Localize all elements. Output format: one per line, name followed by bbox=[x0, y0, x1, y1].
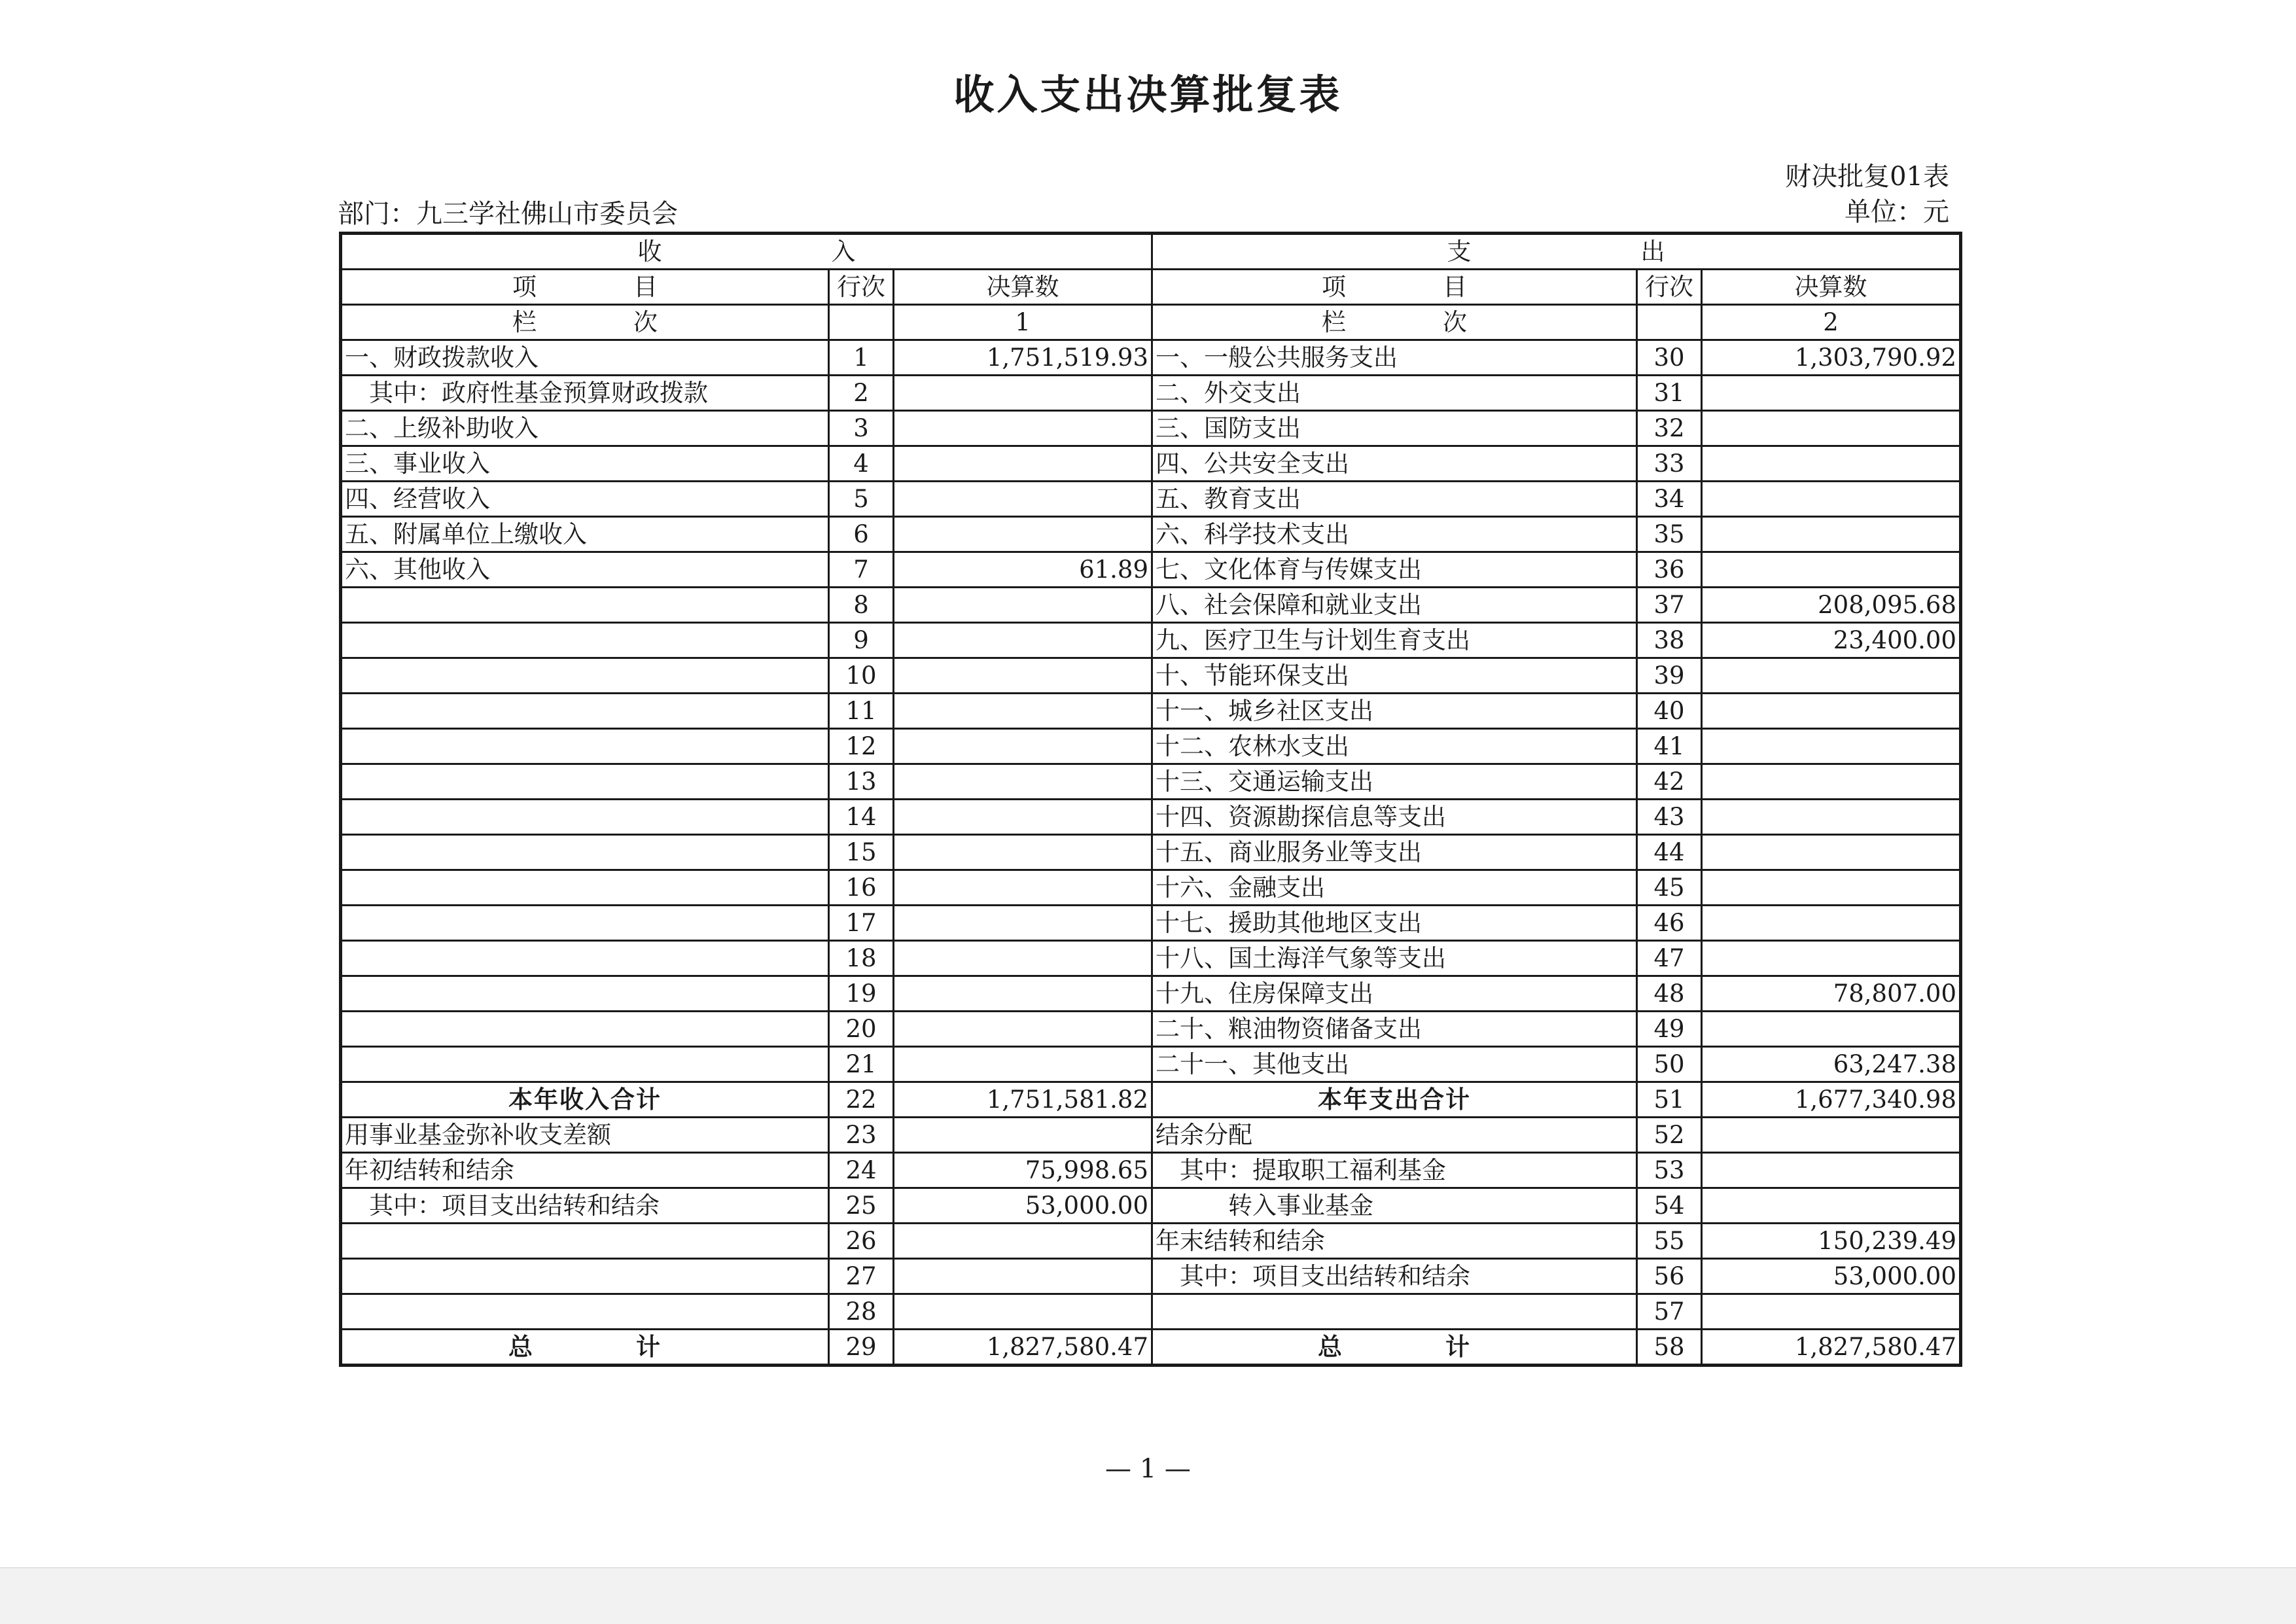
income-item-cell bbox=[341, 835, 829, 870]
income-row-number: 27 bbox=[829, 1259, 894, 1294]
income-amount-cell bbox=[894, 376, 1152, 411]
table-row bbox=[341, 482, 1961, 517]
expense-amount-cell bbox=[1702, 800, 1961, 835]
expense-seq-blank bbox=[1637, 305, 1702, 340]
expense-item-cell: 结余分配 bbox=[1152, 1118, 1637, 1153]
expense-amount-cell bbox=[1702, 729, 1961, 764]
expense-amount-cell: 53,000.00 bbox=[1702, 1259, 1961, 1294]
income-row-number: 8 bbox=[829, 588, 894, 623]
table-row bbox=[341, 1259, 1961, 1294]
income-expense-table bbox=[339, 232, 1962, 1367]
expense-row-number: 33 bbox=[1637, 446, 1702, 482]
expense-amount-cell bbox=[1702, 658, 1961, 694]
expense-row-number: 55 bbox=[1637, 1224, 1702, 1259]
expense-amount-cell bbox=[1702, 835, 1961, 870]
expense-item-cell: 转入事业基金 bbox=[1152, 1188, 1637, 1224]
income-amount-cell: 1,751,581.82 bbox=[894, 1082, 1152, 1118]
income-amount-cell: 75,998.65 bbox=[894, 1153, 1152, 1188]
income-item-cell: 总 计 bbox=[341, 1330, 829, 1366]
page-number: — 1 — bbox=[1105, 1454, 1191, 1484]
expense-amount-cell bbox=[1702, 1188, 1961, 1224]
table-row bbox=[341, 1224, 1961, 1259]
income-row-header: 行次 bbox=[829, 270, 894, 305]
expense-row-number: 45 bbox=[1637, 870, 1702, 906]
income-amount-cell bbox=[894, 1047, 1152, 1082]
expense-amount-header: 决算数 bbox=[1702, 270, 1961, 305]
income-item-cell bbox=[341, 1259, 829, 1294]
income-item-cell: 五、附属单位上缴收入 bbox=[341, 517, 829, 552]
income-amount-cell bbox=[894, 906, 1152, 941]
expense-item-cell: 二十、粮油物资储备支出 bbox=[1152, 1012, 1637, 1047]
income-item-cell bbox=[341, 1224, 829, 1259]
expense-amount-cell: 1,303,790.92 bbox=[1702, 340, 1961, 376]
income-amount-cell: 61.89 bbox=[894, 552, 1152, 588]
table-row bbox=[341, 1118, 1961, 1153]
table-row bbox=[341, 764, 1961, 800]
expense-row-number: 58 bbox=[1637, 1330, 1702, 1366]
expense-item-cell: 十七、援助其他地区支出 bbox=[1152, 906, 1637, 941]
income-item-cell bbox=[341, 623, 829, 658]
table-row bbox=[341, 1082, 1961, 1118]
expense-section-header: 支 出 bbox=[1152, 234, 1961, 270]
table-row bbox=[341, 376, 1961, 411]
income-row-number: 18 bbox=[829, 941, 894, 976]
expense-amount-cell bbox=[1702, 517, 1961, 552]
income-row-number: 2 bbox=[829, 376, 894, 411]
table-row bbox=[341, 411, 1961, 446]
income-row-number: 21 bbox=[829, 1047, 894, 1082]
table-row bbox=[341, 729, 1961, 764]
expense-row-number: 53 bbox=[1637, 1153, 1702, 1188]
income-amount-cell bbox=[894, 1224, 1152, 1259]
income-item-header: 项 目 bbox=[341, 270, 829, 305]
income-row-number: 23 bbox=[829, 1118, 894, 1153]
income-row-number: 24 bbox=[829, 1153, 894, 1188]
expense-amount-cell bbox=[1702, 446, 1961, 482]
expense-item-cell: 八、社会保障和就业支出 bbox=[1152, 588, 1637, 623]
table-row bbox=[341, 517, 1961, 552]
expense-row-number: 40 bbox=[1637, 694, 1702, 729]
income-amount-cell bbox=[894, 446, 1152, 482]
expense-amount-cell: 23,400.00 bbox=[1702, 623, 1961, 658]
expense-item-cell: 总 计 bbox=[1152, 1330, 1637, 1366]
income-row-number: 5 bbox=[829, 482, 894, 517]
income-amount-cell bbox=[894, 1259, 1152, 1294]
income-row-number: 7 bbox=[829, 552, 894, 588]
income-amount-cell bbox=[894, 870, 1152, 906]
income-item-cell bbox=[341, 1294, 829, 1330]
unit-label: 单位：元 bbox=[1845, 197, 1949, 227]
income-amount-cell bbox=[894, 729, 1152, 764]
income-row-number: 12 bbox=[829, 729, 894, 764]
expense-item-cell: 其中：项目支出结转和结余 bbox=[1152, 1259, 1637, 1294]
expense-row-number: 51 bbox=[1637, 1082, 1702, 1118]
income-item-cell: 用事业基金弥补收支差额 bbox=[341, 1118, 829, 1153]
expense-amount-cell bbox=[1702, 411, 1961, 446]
expense-item-cell: 五、教育支出 bbox=[1152, 482, 1637, 517]
expense-item-cell: 六、科学技术支出 bbox=[1152, 517, 1637, 552]
expense-item-cell: 四、公共安全支出 bbox=[1152, 446, 1637, 482]
expense-row-number: 52 bbox=[1637, 1118, 1702, 1153]
income-row-number: 9 bbox=[829, 623, 894, 658]
expense-item-cell: 十、节能环保支出 bbox=[1152, 658, 1637, 694]
expense-row-number: 56 bbox=[1637, 1259, 1702, 1294]
income-section-header: 收 入 bbox=[341, 234, 1152, 270]
income-item-cell bbox=[341, 976, 829, 1012]
income-seq-blank bbox=[829, 305, 894, 340]
section-header-row bbox=[341, 234, 1961, 270]
table-row bbox=[341, 870, 1961, 906]
expense-row-number: 30 bbox=[1637, 340, 1702, 376]
expense-item-cell: 七、文化体育与传媒支出 bbox=[1152, 552, 1637, 588]
expense-item-cell: 十四、资源勘探信息等支出 bbox=[1152, 800, 1637, 835]
expense-amount-cell bbox=[1702, 941, 1961, 976]
income-row-number: 20 bbox=[829, 1012, 894, 1047]
income-amount-cell: 53,000.00 bbox=[894, 1188, 1152, 1224]
table-row bbox=[341, 941, 1961, 976]
expense-amount-cell bbox=[1702, 1294, 1961, 1330]
income-row-number: 6 bbox=[829, 517, 894, 552]
income-amount-cell bbox=[894, 1012, 1152, 1047]
expense-row-number: 35 bbox=[1637, 517, 1702, 552]
table-row bbox=[341, 1047, 1961, 1082]
expense-row-number: 39 bbox=[1637, 658, 1702, 694]
income-amount-cell bbox=[894, 976, 1152, 1012]
income-item-cell: 一、财政拨款收入 bbox=[341, 340, 829, 376]
income-item-cell: 本年收入合计 bbox=[341, 1082, 829, 1118]
expense-amount-cell: 63,247.38 bbox=[1702, 1047, 1961, 1082]
expense-amount-cell: 1,827,580.47 bbox=[1702, 1330, 1961, 1366]
table-row bbox=[341, 658, 1961, 694]
income-item-cell bbox=[341, 800, 829, 835]
expense-item-cell: 本年支出合计 bbox=[1152, 1082, 1637, 1118]
expense-row-number: 34 bbox=[1637, 482, 1702, 517]
table-row bbox=[341, 446, 1961, 482]
expense-item-cell: 十二、农林水支出 bbox=[1152, 729, 1637, 764]
income-amount-cell bbox=[894, 800, 1152, 835]
expense-row-number: 37 bbox=[1637, 588, 1702, 623]
income-item-cell bbox=[341, 694, 829, 729]
expense-item-cell: 十三、交通运输支出 bbox=[1152, 764, 1637, 800]
expense-amount-cell bbox=[1702, 906, 1961, 941]
income-row-number: 26 bbox=[829, 1224, 894, 1259]
income-row-number: 10 bbox=[829, 658, 894, 694]
table-row bbox=[341, 694, 1961, 729]
table-row bbox=[341, 906, 1961, 941]
income-row-number: 15 bbox=[829, 835, 894, 870]
income-item-cell: 二、上级补助收入 bbox=[341, 411, 829, 446]
expense-item-header: 项 目 bbox=[1152, 270, 1637, 305]
expense-item-cell: 一、一般公共服务支出 bbox=[1152, 340, 1637, 376]
income-amount-cell bbox=[894, 588, 1152, 623]
expense-row-number: 57 bbox=[1637, 1294, 1702, 1330]
expense-item-cell: 年末结转和结余 bbox=[1152, 1224, 1637, 1259]
expense-amount-cell: 1,677,340.98 bbox=[1702, 1082, 1961, 1118]
column-header-row bbox=[341, 270, 1961, 305]
income-item-cell bbox=[341, 729, 829, 764]
income-item-cell bbox=[341, 1012, 829, 1047]
expense-row-number: 46 bbox=[1637, 906, 1702, 941]
expense-amount-cell bbox=[1702, 1118, 1961, 1153]
income-item-cell bbox=[341, 764, 829, 800]
income-amount-cell bbox=[894, 517, 1152, 552]
table-row bbox=[341, 623, 1961, 658]
income-item-cell bbox=[341, 1047, 829, 1082]
expense-amount-cell bbox=[1702, 764, 1961, 800]
expense-amount-cell bbox=[1702, 1012, 1961, 1047]
table-row bbox=[341, 1294, 1961, 1330]
table-row bbox=[341, 1012, 1961, 1047]
income-item-cell bbox=[341, 870, 829, 906]
income-item-cell: 其中：政府性基金预算财政拨款 bbox=[341, 376, 829, 411]
income-item-cell bbox=[341, 941, 829, 976]
income-amount-cell bbox=[894, 764, 1152, 800]
table-row bbox=[341, 800, 1961, 835]
income-row-number: 19 bbox=[829, 976, 894, 1012]
income-row-number: 17 bbox=[829, 906, 894, 941]
income-row-number: 25 bbox=[829, 1188, 894, 1224]
expense-item-cell: 十五、商业服务业等支出 bbox=[1152, 835, 1637, 870]
expense-amount-cell bbox=[1702, 694, 1961, 729]
page-title: 收入支出决算批复表 bbox=[953, 71, 1343, 118]
income-amount-cell bbox=[894, 658, 1152, 694]
expense-item-cell: 十六、金融支出 bbox=[1152, 870, 1637, 906]
expense-seq-label: 栏 次 bbox=[1152, 305, 1637, 340]
income-item-cell: 三、事业收入 bbox=[341, 446, 829, 482]
income-amount-cell bbox=[894, 482, 1152, 517]
income-item-cell bbox=[341, 658, 829, 694]
column-seq-row bbox=[341, 305, 1961, 340]
income-item-cell: 其中：项目支出结转和结余 bbox=[341, 1188, 829, 1224]
expense-item-cell: 二十一、其他支出 bbox=[1152, 1047, 1637, 1082]
table-row bbox=[341, 1153, 1961, 1188]
expense-amount-cell: 150,239.49 bbox=[1702, 1224, 1961, 1259]
table-row bbox=[341, 976, 1961, 1012]
expense-item-cell: 十九、住房保障支出 bbox=[1152, 976, 1637, 1012]
income-row-number: 14 bbox=[829, 800, 894, 835]
form-code: 财决批复01表 bbox=[1785, 162, 1949, 192]
income-item-cell: 四、经营收入 bbox=[341, 482, 829, 517]
expense-amount-cell bbox=[1702, 870, 1961, 906]
expense-row-number: 32 bbox=[1637, 411, 1702, 446]
expense-row-number: 50 bbox=[1637, 1047, 1702, 1082]
expense-row-number: 44 bbox=[1637, 835, 1702, 870]
income-amount-cell bbox=[894, 1118, 1152, 1153]
expense-amount-cell bbox=[1702, 552, 1961, 588]
income-seq-label: 栏 次 bbox=[341, 305, 829, 340]
income-row-number: 13 bbox=[829, 764, 894, 800]
income-amount-cell bbox=[894, 835, 1152, 870]
income-row-number: 22 bbox=[829, 1082, 894, 1118]
expense-row-number: 41 bbox=[1637, 729, 1702, 764]
expense-amount-cell: 208,095.68 bbox=[1702, 588, 1961, 623]
expense-item-cell bbox=[1152, 1294, 1637, 1330]
table-row bbox=[341, 1330, 1961, 1366]
table-row bbox=[341, 835, 1961, 870]
expense-amount-cell bbox=[1702, 1153, 1961, 1188]
expense-item-cell: 九、医疗卫生与计划生育支出 bbox=[1152, 623, 1637, 658]
income-amount-cell bbox=[894, 694, 1152, 729]
expense-item-cell: 十八、国土海洋气象等支出 bbox=[1152, 941, 1637, 976]
expense-amount-cell: 78,807.00 bbox=[1702, 976, 1961, 1012]
expense-item-cell: 三、国防支出 bbox=[1152, 411, 1637, 446]
table-row bbox=[341, 340, 1961, 376]
income-item-cell bbox=[341, 906, 829, 941]
income-amount-cell bbox=[894, 1294, 1152, 1330]
income-amount-header: 决算数 bbox=[894, 270, 1152, 305]
income-item-cell: 六、其他收入 bbox=[341, 552, 829, 588]
expense-row-number: 47 bbox=[1637, 941, 1702, 976]
income-row-number: 28 bbox=[829, 1294, 894, 1330]
expense-item-cell: 二、外交支出 bbox=[1152, 376, 1637, 411]
income-amount-cell bbox=[894, 941, 1152, 976]
expense-row-number: 36 bbox=[1637, 552, 1702, 588]
expense-seq-number: 2 bbox=[1702, 305, 1961, 340]
expense-row-number: 43 bbox=[1637, 800, 1702, 835]
income-amount-cell bbox=[894, 411, 1152, 446]
expense-row-number: 42 bbox=[1637, 764, 1702, 800]
income-row-number: 11 bbox=[829, 694, 894, 729]
expense-row-header: 行次 bbox=[1637, 270, 1702, 305]
income-row-number: 4 bbox=[829, 446, 894, 482]
expense-row-number: 48 bbox=[1637, 976, 1702, 1012]
income-seq-number: 1 bbox=[894, 305, 1152, 340]
expense-row-number: 49 bbox=[1637, 1012, 1702, 1047]
income-row-number: 3 bbox=[829, 411, 894, 446]
income-amount-cell bbox=[894, 623, 1152, 658]
table-row bbox=[341, 1188, 1961, 1224]
income-amount-cell: 1,827,580.47 bbox=[894, 1330, 1152, 1366]
expense-amount-cell bbox=[1702, 376, 1961, 411]
income-row-number: 29 bbox=[829, 1330, 894, 1366]
income-amount-cell: 1,751,519.93 bbox=[894, 340, 1152, 376]
department-label: 部门：九三学社佛山市委员会 bbox=[338, 199, 678, 229]
income-item-cell bbox=[341, 588, 829, 623]
scan-background-edge bbox=[0, 1567, 2296, 1624]
income-row-number: 16 bbox=[829, 870, 894, 906]
expense-item-cell: 其中：提取职工福利基金 bbox=[1152, 1153, 1637, 1188]
table-row bbox=[341, 552, 1961, 588]
expense-row-number: 38 bbox=[1637, 623, 1702, 658]
table-row bbox=[341, 588, 1961, 623]
income-item-cell: 年初结转和结余 bbox=[341, 1153, 829, 1188]
expense-row-number: 54 bbox=[1637, 1188, 1702, 1224]
expense-item-cell: 十一、城乡社区支出 bbox=[1152, 694, 1637, 729]
expense-amount-cell bbox=[1702, 482, 1961, 517]
income-row-number: 1 bbox=[829, 340, 894, 376]
expense-row-number: 31 bbox=[1637, 376, 1702, 411]
